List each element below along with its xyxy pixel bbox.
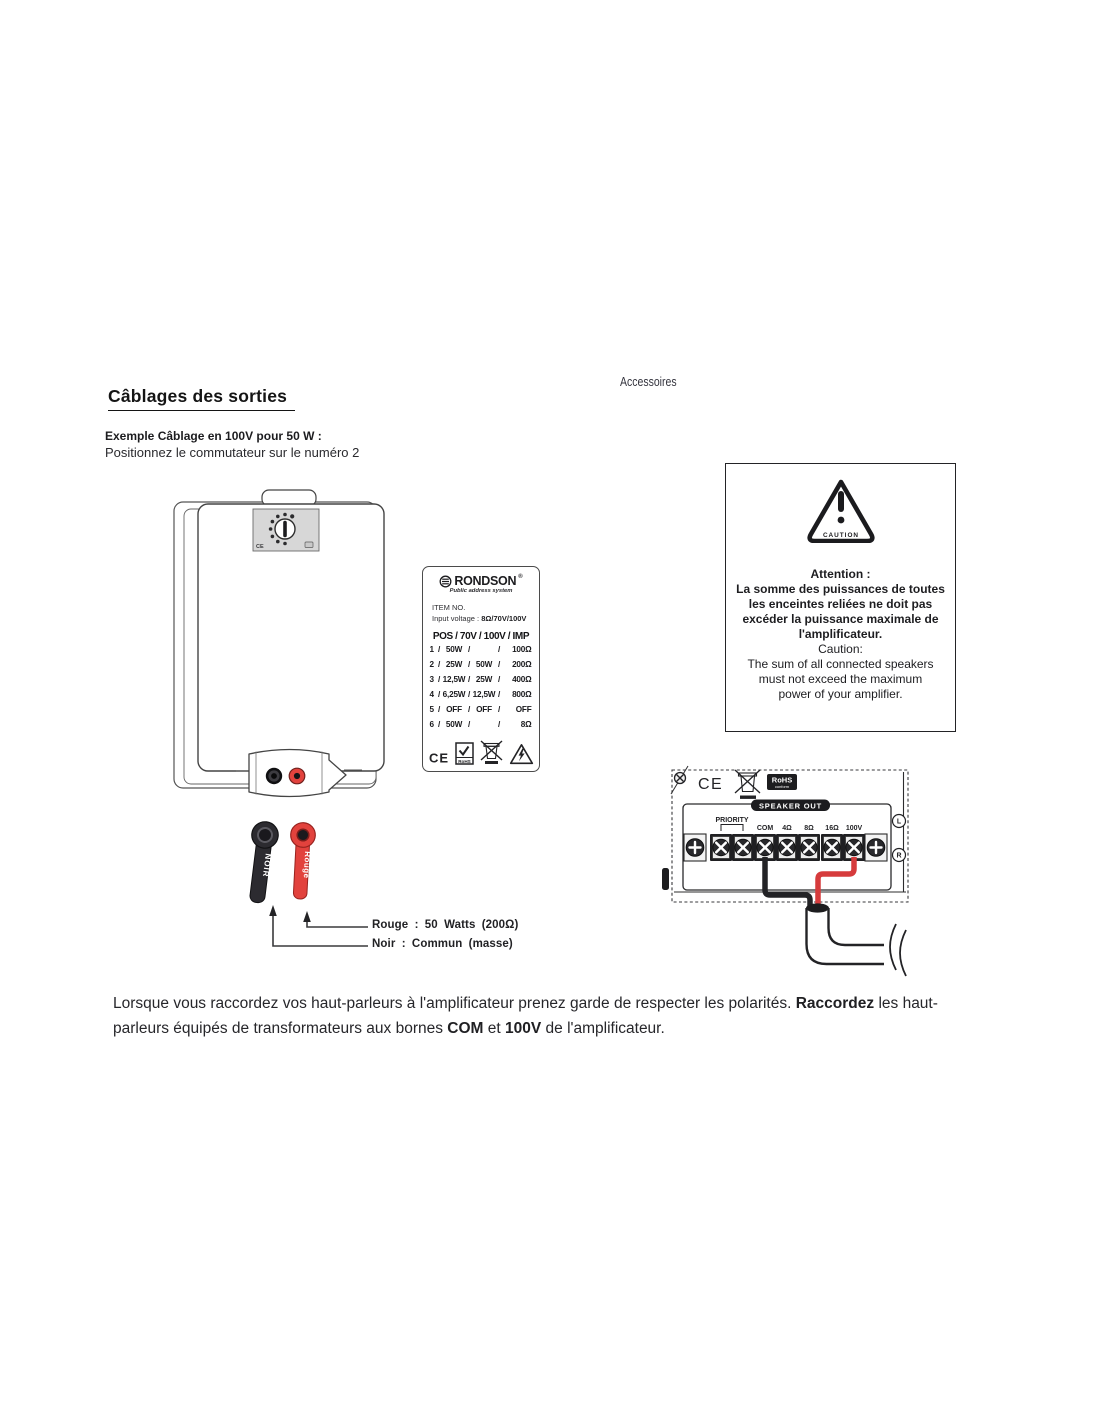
terminal-label-com: COM <box>756 825 774 832</box>
rohs-badge <box>767 774 797 790</box>
compliance-icons <box>423 739 539 765</box>
input-voltage-line <box>432 614 539 623</box>
side-tab <box>662 868 669 890</box>
terminal-label-16ohm: 16Ω <box>825 825 839 832</box>
svg-text:SPEAKER OUT: SPEAKER OUT <box>759 801 822 811</box>
red-plug-label: Rouge <box>301 851 313 879</box>
svg-text:RoHS: RoHS <box>458 759 471 764</box>
weee-bin-icon <box>735 770 760 799</box>
screw-terminals <box>710 834 865 861</box>
end-screw <box>865 834 887 861</box>
caution-line-fr: excéder la puissance maximale de <box>742 612 939 626</box>
caution-text <box>726 567 955 702</box>
registered-mark: ® <box>518 574 523 580</box>
caution-line-en: must not exceed the maximum <box>758 672 923 686</box>
terminal-label-8ohm: 8Ω <box>804 825 814 832</box>
item-no: ITEM NO. <box>432 603 466 612</box>
rondson-logo-icon <box>439 575 452 588</box>
caution-line-fr: les enceintes reliées ne doit pas <box>748 597 933 611</box>
speaker-rear-diagram <box>165 488 395 804</box>
input-voltage-value: 8Ω/70V/100V <box>481 614 527 623</box>
panel-screw-icon <box>675 773 686 784</box>
paragraph-text: Lorsque vous raccordez vos haut-parleurs à l'amplificateur prenez garde de respecter les polarités. <box>113 995 796 1012</box>
product-label <box>422 566 540 772</box>
black-plug <box>244 820 280 904</box>
terminal-label-100v: 100V <box>845 825 863 832</box>
terminal-labels <box>757 825 863 832</box>
table-row: 5 / OFF / OFF / OFF <box>429 705 532 714</box>
page-header-accessoires: Accessoires <box>620 375 677 389</box>
caution-line-fr: l'amplificateur. <box>798 627 883 641</box>
svg-text:CE: CE <box>429 750 450 765</box>
table-row: 6 / 50W / / 8Ω <box>429 720 532 729</box>
plug-connectors-diagram <box>240 815 380 955</box>
red-plug <box>287 822 316 899</box>
panel-small-icon <box>305 542 313 548</box>
paragraph-bold-com: COM <box>447 1020 484 1037</box>
table-row: 3 / 12,5W / 25W / 400Ω <box>429 675 532 684</box>
caution-line-en: Caution: <box>818 642 863 656</box>
brand-name: RONDSON <box>454 574 517 588</box>
paragraph-text: les haut-parleurs équipés de transformateurs aux bornes <box>113 995 938 1037</box>
svg-text:RoHS: RoHS <box>771 775 793 785</box>
table-header: POS / 70V / 100V / IMP <box>432 631 530 642</box>
svg-text:CAUTION: CAUTION <box>822 532 859 539</box>
weee-bin-icon <box>479 739 504 765</box>
ce-mark-icon: CE <box>698 776 724 793</box>
svg-text:conform: conform <box>774 784 790 790</box>
high-voltage-triangle-icon <box>509 743 534 765</box>
input-voltage-label: Input voltage : <box>432 614 480 623</box>
priority-label: PRIORITY <box>715 817 749 824</box>
brand-tagline: Public address system <box>449 588 513 594</box>
red-plug-note: Rouge : 50 Watts (200Ω) <box>372 919 519 931</box>
caution-line-fr: Attention : <box>810 567 871 581</box>
table-row: 4 / 6,25W / 12,5W / 800Ω <box>429 690 532 699</box>
terminal-label-4ohm: 4Ω <box>782 825 792 832</box>
panel-ce-mark: CE <box>256 544 264 550</box>
table-row: 1 / 50W / / 100Ω <box>429 645 532 654</box>
paragraph-bold-raccordez: Raccordez <box>795 995 875 1012</box>
paragraph-bold-100v: 100V <box>505 1020 542 1037</box>
black-binding-post <box>266 768 282 784</box>
instruction-paragraph <box>113 991 961 1041</box>
subtitle-instruction: Positionnez le commutateur sur le numéro 2 <box>105 445 360 460</box>
red-binding-post <box>289 768 305 784</box>
brand-logo <box>423 574 539 588</box>
page-title: Câblages des sorties <box>108 386 295 411</box>
black-plug-note: Noir : Commun (masse) <box>372 938 513 950</box>
rohs-check-icon <box>455 742 474 765</box>
subtitle-example: Exemple Câblage en 100V pour 50 W : <box>105 429 322 443</box>
table-row: 2 / 25W / 50W / 200Ω <box>429 660 532 669</box>
caution-line-en: power of your amplifier. <box>778 687 903 701</box>
paragraph-text: et <box>483 1020 506 1037</box>
jack-left-label: L <box>896 818 902 826</box>
arrow-up-black-plug <box>269 905 277 916</box>
black-plug-label: NOIR <box>260 852 273 878</box>
paragraph-text: de l'amplificateur. <box>541 1020 665 1037</box>
arrow-up-red-plug <box>303 911 311 922</box>
speaker-cable <box>806 903 884 964</box>
end-screw <box>684 834 706 861</box>
ce-mark-icon <box>428 749 450 765</box>
jack-right-label: R <box>896 852 902 860</box>
amplifier-rear-panel-diagram <box>660 752 925 987</box>
speaker-out-label <box>751 800 830 812</box>
caution-box <box>725 463 956 732</box>
caution-line-en: The sum of all connected speakers <box>747 657 934 671</box>
cable-break-marks <box>890 924 906 976</box>
callout-lines <box>273 915 368 946</box>
caution-line-fr: La somme des puissances de toutes <box>736 582 945 596</box>
caution-triangle-icon <box>801 477 881 543</box>
power-tap-selector-panel <box>253 509 319 551</box>
